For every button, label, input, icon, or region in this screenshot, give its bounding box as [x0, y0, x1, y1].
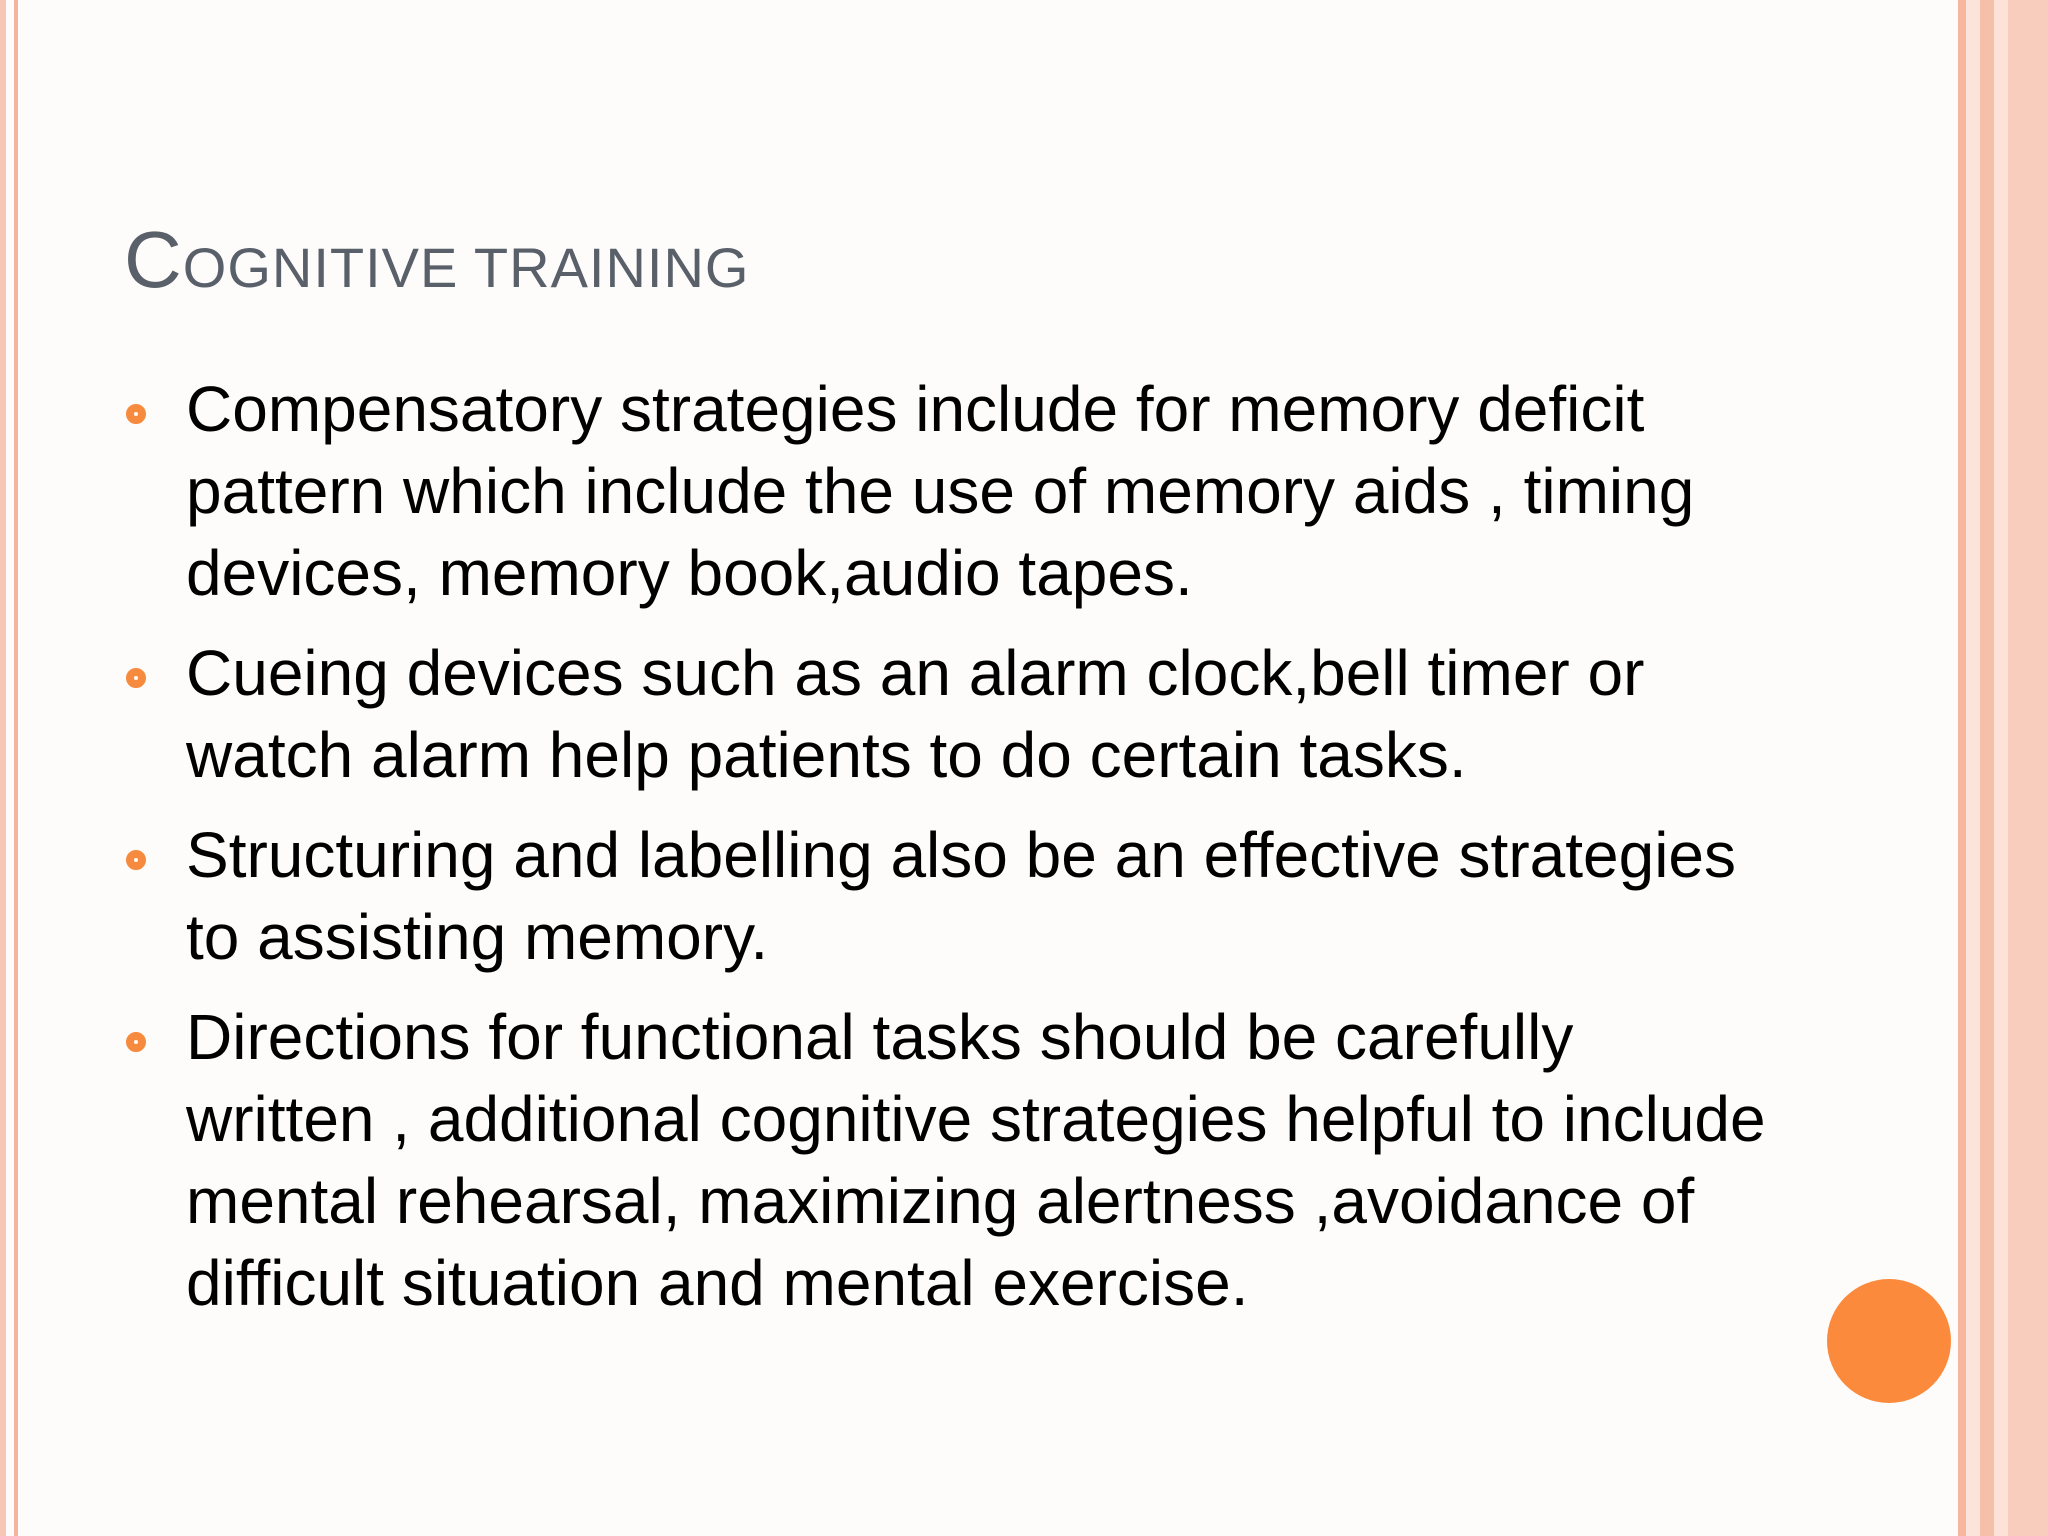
right-border-stripe: [1966, 0, 1980, 1536]
bullet-text: Directions for functional tasks should be carefully written , additional cognitive strategies helpful to include mental rehearsal, maximizing alertness ,avoidance of difficult situation and mental exercise.: [186, 1001, 1766, 1319]
bullet-item: [126, 632, 1766, 796]
bullet-text: Compensatory strategies include for memory deficit pattern which include the use of memory aids , timing devices, memory book,audio tapes.: [186, 373, 1695, 609]
hollow-circle-bullet-icon: [126, 850, 146, 870]
right-border-stripe: [2008, 0, 2048, 1536]
slide-title-initial: C: [124, 215, 183, 304]
bullet-text: Cueing devices such as an alarm clock,bell timer or watch alarm help patients to do certain tasks.: [186, 637, 1645, 791]
bullet-list: [126, 368, 1766, 1342]
hollow-circle-bullet-icon: [126, 404, 146, 424]
bullet-text: Structuring and labelling also be an effective strategies to assisting memory.: [186, 819, 1736, 973]
bullet-item: [126, 368, 1766, 614]
right-border-stripe: [1958, 0, 1966, 1536]
slide-title: [124, 214, 749, 306]
right-border-stripe: [1980, 0, 1994, 1536]
hollow-circle-bullet-icon: [126, 1032, 146, 1052]
bullet-item: [126, 814, 1766, 978]
hollow-circle-bullet-icon: [126, 668, 146, 688]
right-border-stripe: [1994, 0, 2008, 1536]
left-border-stripe: [0, 0, 6, 1536]
orange-circle-decoration: [1827, 1279, 1951, 1403]
slide-title-rest: OGNITIVE TRAINING: [182, 236, 750, 299]
left-border-stripe: [14, 0, 18, 1536]
bullet-item: [126, 996, 1766, 1324]
